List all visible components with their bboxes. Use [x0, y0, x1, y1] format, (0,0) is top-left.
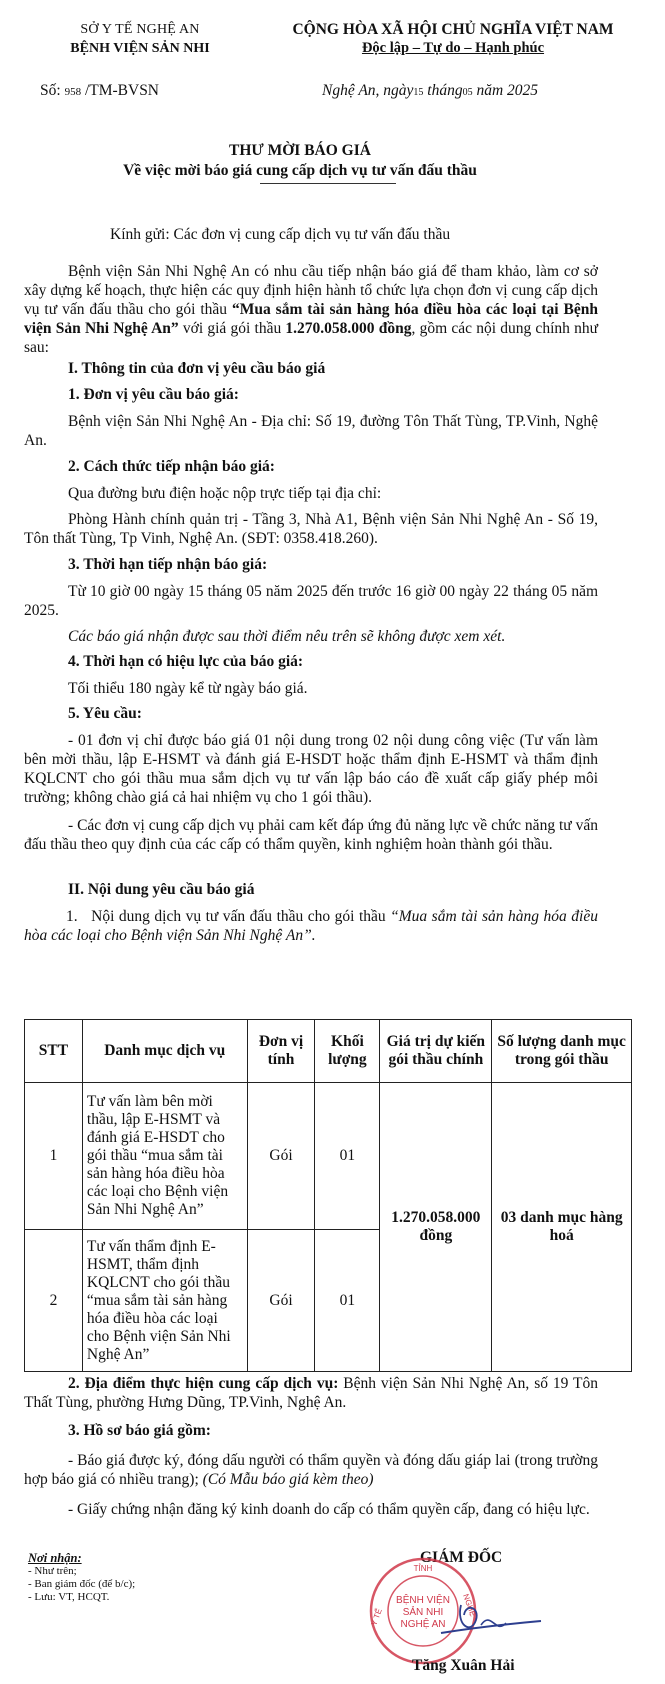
subsection-5-text-1: - 01 đơn vị chỉ được báo giá 01 nội dung trong 02 nội dung công việc (Tư vấn làm bên mời thầu, lập E-HSMT và đánh giá E-HSDT hoặc thẩm định E-HSMT và thẩm định KQLCNT cho gói thầu mua sắm dịch vụ tư vấn lập báo cáo đề xuất cấp giấy phép môi trường; không chào giá cả hai nhiệm vụ cho 1 gói thầu).	[24, 732, 598, 806]
section-2-item-3-heading: 3. Hồ sơ báo giá gồm:	[68, 1422, 211, 1439]
director-title: GIÁM ĐỐC	[420, 1549, 503, 1566]
signature-icon	[436, 1585, 546, 1655]
row-service: Tư vấn làm bên mời thầu, lập E-HSMT và đánh giá E-HSDT cho gói thầu “mua sắm tài sản hàng hóa điều hòa các loại cho Bệnh viện Sản Nhi Nghệ An”	[82, 1083, 247, 1230]
hospital-name: BỆNH VIỆN SẢN NHI	[70, 41, 210, 56]
section-2-item-3-text-1: - Báo giá được ký, đóng dấu người có thẩm quyền và đóng dấu giáp lai (trong trường hợp báo giá có nhiều trang); (Có Mẫu báo giá kèm theo)	[24, 1452, 598, 1488]
issuing-organization	[40, 20, 240, 58]
row-stt: 2	[25, 1230, 83, 1372]
document-date: Nghệ An, ngày15 tháng05 năm 2025	[322, 82, 539, 99]
table-row	[25, 1083, 632, 1230]
subsection-1-heading: 1. Đơn vị yêu cầu báo giá:	[68, 386, 239, 403]
recipients-block	[28, 1552, 135, 1604]
header-stt: STT	[25, 1020, 83, 1083]
subsection-2-text-1: Qua đường bưu điện hoặc nộp trực tiếp tại địa chỉ:	[68, 485, 382, 502]
svg-text:NGHỆ AN: NGHỆ AN	[400, 1619, 446, 1630]
national-header	[268, 20, 638, 58]
subsection-3-text: Từ 10 giờ 00 ngày 15 tháng 05 năm 2025 đến trước 16 giờ 00 ngày 22 tháng 05 năm 2025.	[24, 583, 598, 619]
svg-text:Y TẾ: Y TẾ	[369, 1607, 384, 1627]
parent-organization: SỞ Y TẾ NGHỆ AN	[80, 22, 200, 37]
svg-text:TỈNH: TỈNH	[413, 1564, 433, 1573]
header-count: Số lượng danh mục trong gói thầu	[492, 1020, 632, 1083]
addressee: Kính gửi: Các đơn vị cung cấp dịch vụ tư vấn đấu thầu	[110, 226, 451, 243]
subtitle-underline	[260, 183, 396, 184]
subsection-1-text: Bệnh viện Sản Nhi Nghệ An - Địa chỉ: Số 19, đường Tôn Thất Tùng, TP.Vinh, Nghệ An.	[24, 413, 598, 449]
subsection-3-note: Các báo giá nhận được sau thời điểm nêu trên sẽ không được xem xét.	[68, 628, 506, 645]
subsection-4-heading: 4. Thời hạn có hiệu lực của báo giá:	[68, 653, 304, 670]
recipient-item: - Lưu: VT, HCQT.	[28, 1591, 110, 1603]
date-month: 05	[462, 87, 473, 98]
signer-name: Tăng Xuân Hải	[412, 1657, 515, 1674]
subsection-2-heading: 2. Cách thức tiếp nhận báo giá:	[68, 458, 275, 475]
section-2-item-2: 2. Địa điểm thực hiện cung cấp dịch vụ: Bệnh viện Sản Nhi Nghệ An, số 19 Tôn Thất Tùng, phường Hưng Dũng, TP.Vinh, Nghệ An.	[24, 1375, 598, 1411]
section-1-heading: I. Thông tin của đơn vị yêu cầu báo giá	[68, 360, 326, 377]
row-unit: Gói	[247, 1083, 315, 1230]
svg-text:NGHỆ: NGHỆ	[461, 1592, 478, 1618]
recipient-item: - Ban giám đốc (để b/c);	[28, 1578, 136, 1590]
package-name-italic: “Mua sắm tài sản hàng hóa điều hòa các loại cho Bệnh viện Sản Nhi Nghệ An”.	[24, 908, 598, 944]
table-header-row	[25, 1020, 632, 1083]
subsection-5-text-2: - Các đơn vị cung cấp dịch vụ phải cam kết đáp ứng đủ năng lực về chức năng tư vấn đấu thầu theo quy định của các cấp có thẩm quyền, kinh nghiệm hoàn thành gói thầu.	[24, 817, 598, 853]
row-quantity: 01	[315, 1083, 380, 1230]
header-quantity: Khối lượng	[315, 1020, 380, 1083]
subsection-2-text-2: Phòng Hành chính quản trị - Tầng 3, Nhà A1, Bệnh viện Sản Nhi Nghệ An - Số 19, Tôn thất Tùng, Tp Vinh, Nghệ An. (SĐT: 0358.418.260).	[24, 511, 598, 547]
section-2-item-1: 1. Nội dung dịch vụ tư vấn đấu thầu cho gói thầu “Mua sắm tài sản hàng hóa điều hòa các loại cho Bệnh viện Sản Nhi Nghệ An”.	[24, 908, 598, 944]
subsection-4-text: Tối thiểu 180 ngày kể từ ngày báo giá.	[68, 680, 308, 697]
header-service: Danh mục dịch vụ	[82, 1020, 247, 1083]
republic-title: CỘNG HÒA XÃ HỘI CHỦ NGHĨA VIỆT NAM	[292, 21, 614, 38]
recipient-item: - Như trên;	[28, 1565, 77, 1577]
svg-text:BỆNH VIỆN: BỆNH VIỆN	[396, 1595, 450, 1606]
document-number: Số: 958 /TM-BVSN	[40, 82, 160, 99]
date-day: 15	[413, 87, 424, 98]
svg-text:SẢN NHI: SẢN NHI	[402, 1607, 444, 1618]
row-quantity: 01	[315, 1230, 380, 1372]
subsection-3-heading: 3. Thời hạn tiếp nhận báo giá:	[68, 556, 268, 573]
document-subtitle: Về việc mời báo giá cung cấp dịch vụ tư vấn đấu thầu	[123, 162, 477, 179]
intro-paragraph: Bệnh viện Sản Nhi Nghệ An có nhu cầu tiếp nhận báo giá để tham khảo, làm cơ sở xây dựng kế hoạch, thực hiện các quy định hiện hành tổ chức lựa chọn đơn vị cung cấp dịch vụ tư vấn đấu thầu cho gói thầu “Mua sắm tài sản hàng hóa điều hòa các loại tại Bệnh viện Sản Nhi Nghệ An” với giá gói thầu 1.270.058.000 đồng, gồm các nội dung chính như sau:	[24, 263, 598, 356]
national-motto: Độc lập – Tự do – Hạnh phúc	[361, 40, 545, 56]
header-unit: Đơn vị tính	[247, 1020, 315, 1083]
number-value: 958	[64, 86, 82, 98]
package-name: “Mua sắm tài sản hàng hóa điều hòa các loại tại Bệnh viện Sản Nhi Nghệ An”	[24, 301, 598, 337]
merged-item-count: 03 danh mục hàng hoá	[492, 1083, 632, 1372]
section-2-item-3-text-2: - Giấy chứng nhận đăng ký kinh doanh do cấp có thẩm quyền cấp, đang có hiệu lực.	[68, 1501, 590, 1518]
recipients-title: Nơi nhận:	[28, 1551, 82, 1565]
row-unit: Gói	[247, 1230, 315, 1372]
merged-package-value: 1.270.058.000 đồng	[380, 1083, 492, 1372]
document-title: THƯ MỜI BÁO GIÁ	[229, 142, 371, 159]
package-price: 1.270.058.000 đồng	[285, 320, 412, 337]
service-table	[24, 1019, 632, 1372]
row-stt: 1	[25, 1083, 83, 1230]
row-service: Tư vấn thẩm định E-HSMT, thẩm định KQLCNT cho gói thầu “mua sắm tài sản hàng hóa điều hòa các loại cho Bệnh viện Sản Nhi Nghệ An”	[82, 1230, 247, 1372]
subsection-5-heading: 5. Yêu cầu:	[68, 705, 142, 722]
section-2-heading: II. Nội dung yêu cầu báo giá	[68, 881, 255, 898]
header-value: Giá trị dự kiến gói thầu chính	[380, 1020, 492, 1083]
